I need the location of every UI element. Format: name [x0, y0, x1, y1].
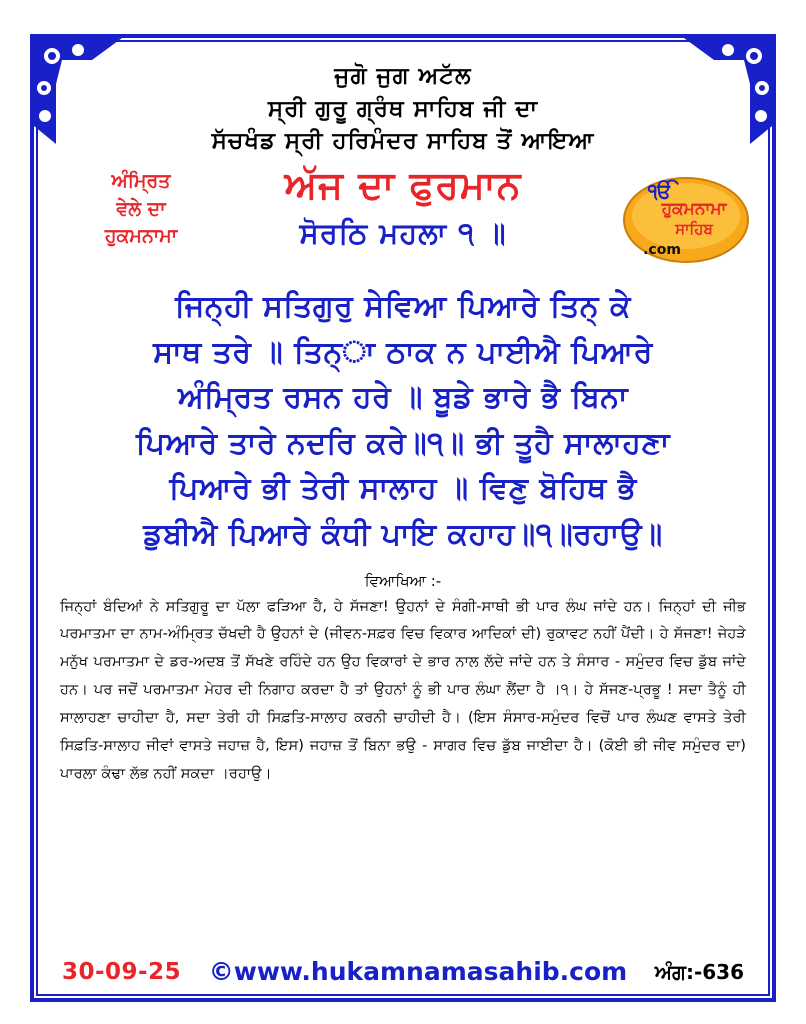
- hukamnamasahib-logo[interactable]: [620, 164, 752, 272]
- explanation-label: ਵਿਆਖਿਆ :-: [364, 571, 442, 590]
- svg-text:ਹੁਕਮਨਾਮਾ: ਹੁਕਮਨਾਮਾ: [661, 198, 727, 219]
- raag-title: ਸੋਰਠਿ ਮਹਲਾ ੧ ॥: [299, 215, 507, 250]
- title-row: [44, 164, 762, 282]
- svg-text:ਸਾਹਿਬ: ਸਾਹਿਬ: [675, 219, 713, 238]
- shabad-line: ਜਿਨ੍ਹੀ ਸਤਿਗੁਰੁ ਸੇਵਿਆ ਪਿਆਰੇ ਤਿਨ੍ ਕੇ: [175, 288, 631, 324]
- shabad-line: ਪਿਆਰੇ ਤਾਰੇ ਨਦਰਿ ਕਰੇ॥੧॥ ਭੀ ਤੂਹੈ ਸਾਲਾਹਣਾ: [136, 425, 670, 461]
- poster-content: [44, 46, 762, 992]
- amrit-badge-line-2: ਵੇਲੇ ਦਾ: [116, 197, 166, 220]
- amrit-badge-line-1: ਅੰਮ੍ਰਿਤ: [111, 169, 171, 192]
- header-line-1: ਜੁਗੋ ਜੁਗ ਅਟੱਲ: [334, 63, 472, 89]
- amrit-badge-line-3: ਹੁਕਮਨਾਮਾ: [104, 225, 178, 248]
- hukamnama-gurmukhi-text: [44, 284, 762, 558]
- main-title-wrap: [209, 164, 597, 251]
- shabad-line: ਪਿਆਰੇ ਭੀ ਤੇਰੀ ਸਾਲਾਹ ॥ ਵਿਣੁ ਬੋਹਿਥ ਭੈ: [169, 471, 637, 507]
- ang-number: ਅੰਗ:-636: [654, 959, 744, 984]
- hukamnama-date: 30-09-25: [62, 958, 182, 985]
- header-line-3: ਸੱਚਖੰਡ ਸ੍ਰੀ ਹਰਿਮੰਦਰ ਸਾਹਿਬ ਤੋਂ ਆਇਆ: [211, 128, 595, 155]
- header-line-2: ਸ੍ਰੀ ਗੁਰੂ ਗ੍ਰੰਥ ਸਾਹਿਬ ਜੀ ਦਾ: [267, 95, 539, 122]
- amrit-vele-da-hukamnama-badge: [66, 168, 216, 251]
- explanation-paragraph: ਜਿਨ੍ਹਾਂ ਬੰਦਿਆਂ ਨੇ ਸਤਿਗੁਰੂ ਦਾ ਪੱਲਾ ਫੜਿਆ ਹੈ, ਹੇ ਸੱਜਣਾ! ਉਹਨਾਂ ਦੇ ਸੰਗੀ-ਸਾਥੀ ਭੀ ਪਾਰ ਲੰਘ ਜਾਂਦੇ ਹਨ। ਜਿਨ੍ਹਾਂ ਦੀ ਜੀਭ ਪਰਮਾਤਮਾ ਦਾ ਨਾਮ-ਅੰਮ੍ਰਿਤ ਚੱਖਦੀ ਹੈ ਉਹਨਾਂ ਦੇ (ਜੀਵਨ-ਸਫ਼ਰ ਵਿਚ ਵਿਕਾਰ ਆਦਿਕਾਂ ਦੀ) ਰੁਕਾਵਟ ਨਹੀਂ ਪੈਂਦੀ। ਹੇ ਸੱਜਣਾ! ਜੇਹੜੇ ਮਨੁੱਖ ਪਰਮਾਤਮਾ ਦੇ ਡਰ-ਅਦਬ ਤੋਂ ਸੱਖਣੇ ਰਹਿੰਦੇ ਹਨ ਉਹ ਵਿਕਾਰਾਂ ਦੇ ਭਾਰ ਨਾਲ ਲੱਦੇ ਜਾਂਦੇ ਹਨ ਤੇ ਸੰਸਾਰ - ਸਮੁੰਦਰ ਵਿਚ ਡੁੱਬ ਜਾਂਦੇ ਹਨ। ਪਰ ਜਦੋਂ ਪਰਮਾਤਮਾ ਮੇਹਰ ਦੀ ਨਿਗਾਹ ਕਰਦਾ ਹੈ ਤਾਂ ਉਹਨਾਂ ਨੂੰ ਭੀ ਪਾਰ ਲੰਘਾ ਲੈਂਦਾ ਹੈ ।੧। ਹੇ ਸੱਜਣ-ਪ੍ਰਭੂ ! ਸਦਾ ਤੈਨੂੰ ਹੀ ਸਾਲਾਹਣਾ ਚਾਹੀਦਾ ਹੈ, ਸਦਾ ਤੇਰੀ ਹੀ ਸਿਫ਼ਤਿ-ਸਾਲਾਹ ਕਰਨੀ ਚਾਹੀਦੀ ਹੈ। (ਇਸ ਸੰਸਾਰ-ਸਮੁੰਦਰ ਵਿਚੋਂ ਪਾਰ ਲੰਘਣ ਵਾਸਤੇ ਤੇਰੀ ਸਿਫ਼ਤਿ-ਸਾਲਾਹ ਜੀਵਾਂ ਵਾਸਤੇ ਜਹਾਜ਼ ਹੈ, ਇਸ) ਜਹਾਜ਼ ਤੋਂ ਬਿਨਾ ਭਉ - ਸਾਗਰ ਵਿਚ ਡੁੱਬ ਜਾਈਦਾ ਹੈ। (ਕੋਈ ਭੀ ਜੀਵ ਸਮੁੰਦਰ ਦਾ) ਪਾਰਲਾ ਕੰਢਾ ਲੱਭ ਨਹੀਂ ਸਕਦਾ ।ਰਹਾਉ।: [60, 598, 746, 782]
- svg-text:.com: .com: [643, 241, 681, 258]
- svg-text:ੴ: ੴ: [647, 178, 673, 203]
- page-title: ਅੱਜ ਦਾ ਫੁਰਮਾਨ: [284, 162, 522, 207]
- website-link[interactable]: ©www.hukamnamasahib.com: [208, 957, 628, 986]
- poster-header: [44, 46, 762, 158]
- shabad-line: ਸਾਥ ਤਰੇ ॥ ਤਿਨ੍ਾ ਠਾਕ ਨ ਪਾਈਐ ਪਿਆਰੇ: [153, 334, 653, 370]
- poster-footer: [62, 957, 744, 986]
- explanation-text: [44, 594, 762, 789]
- shabad-line: ਡੁਬੀਐ ਪਿਆਰੇ ਕੰਧੀ ਪਾਇ ਕਹਾਹ॥੧॥ਰਹਾਉ॥: [143, 516, 663, 552]
- shabad-line: ਅੰਮ੍ਰਿਤ ਰਸਨ ਹਰੇ ॥ ਬੂਡੇ ਭਾਰੇ ਭੈ ਬਿਨਾ: [177, 380, 629, 416]
